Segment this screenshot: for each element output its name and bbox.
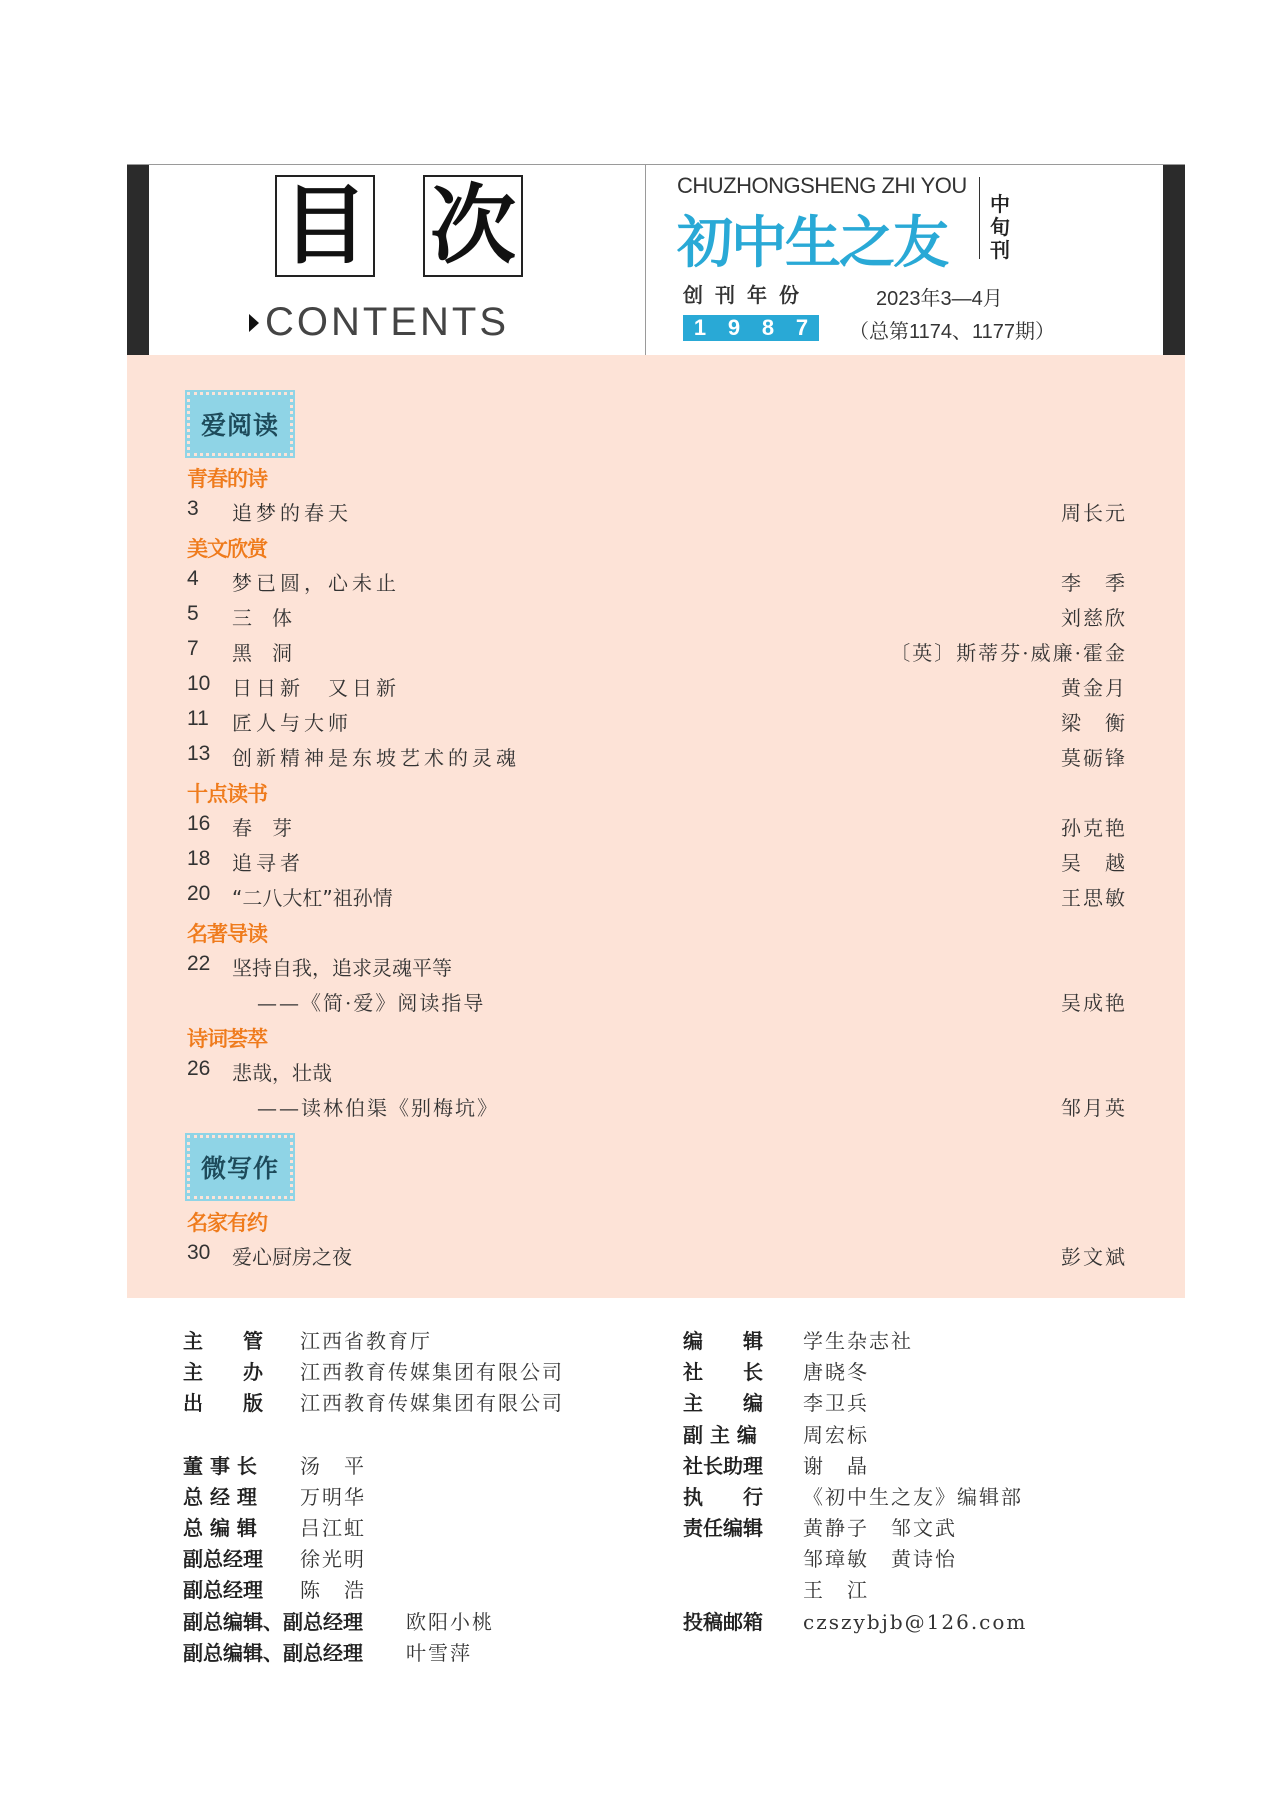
page-number: 11 [187, 707, 209, 730]
page-number: 13 [187, 742, 211, 765]
founded-label: 创刊年份 [683, 283, 811, 307]
right-black-bar [1163, 165, 1185, 356]
entry-title: 黑 洞 [232, 641, 292, 665]
toc-entry[interactable] [187, 497, 1127, 527]
masthead-label: 董 事 长 [183, 1454, 257, 1478]
toc-entry-subtitle[interactable] [187, 987, 1127, 1017]
section-masters: 名家有约 [187, 1211, 267, 1235]
toc-entry[interactable] [187, 637, 1127, 667]
year-digit: 7 [795, 315, 809, 340]
section-classics-guide: 名著导读 [187, 922, 267, 946]
issue-date: 2023年3—4月 [876, 288, 1003, 310]
masthead-value: 王 江 [803, 1578, 869, 1602]
section-ten-oclock-reading: 十点读书 [187, 782, 267, 806]
page-number: 30 [187, 1241, 211, 1264]
masthead-value: 江西教育传媒集团有限公司 [300, 1360, 564, 1384]
magazine-title: 初中生之友 [677, 211, 947, 276]
masthead-value: 唐晓冬 [803, 1360, 869, 1384]
entry-title: 梦已圆，心未止 [232, 571, 400, 595]
masthead-label: 社 长 [683, 1360, 763, 1384]
masthead-label: 主 管 [183, 1329, 263, 1353]
toc-entry[interactable] [187, 1057, 1127, 1087]
masthead-row [683, 1387, 869, 1416]
masthead-label: 责任编辑 [683, 1516, 763, 1540]
issue-number: （总第1174、1177期） [849, 321, 1056, 343]
masthead-value: 徐光明 [300, 1547, 366, 1571]
page-number: 10 [187, 672, 211, 695]
entry-author: 邹月英 [1061, 1096, 1127, 1120]
triangle-icon [249, 314, 259, 332]
masthead-row [683, 1481, 1023, 1510]
masthead-value: 叶雪萍 [406, 1641, 472, 1665]
masthead-row [183, 1574, 366, 1603]
masthead-row [683, 1606, 1027, 1635]
masthead-label: 投稿邮箱 [683, 1610, 763, 1634]
page-number: 26 [187, 1057, 211, 1080]
entry-author: 李 季 [1061, 571, 1127, 595]
masthead-label: 副 主 编 [683, 1423, 757, 1447]
masthead-row [183, 1450, 366, 1479]
masthead-value: 江西教育传媒集团有限公司 [300, 1391, 564, 1415]
masthead-value: 学生杂志社 [803, 1329, 913, 1353]
masthead-value: 万明华 [300, 1485, 366, 1509]
masthead-row [183, 1325, 432, 1354]
masthead-value: 吕江虹 [300, 1516, 366, 1540]
section-essays: 美文欣赏 [187, 537, 267, 561]
badge-reading: 爱阅读 [187, 392, 293, 456]
entry-author: 梁 衡 [1061, 711, 1127, 735]
entry-author: 〔英〕斯蒂芬·威廉·霍金 [890, 641, 1127, 665]
entry-author: 彭文斌 [1061, 1245, 1127, 1269]
entry-author: 王思敏 [1061, 886, 1127, 910]
masthead-value: 汤 平 [300, 1454, 366, 1478]
entry-title: 追梦的春天 [232, 501, 352, 525]
entry-author: 黄金月 [1061, 676, 1127, 700]
masthead-row [683, 1574, 869, 1603]
masthead-row [183, 1387, 564, 1416]
year-digit: 8 [761, 315, 775, 340]
masthead-row [183, 1481, 366, 1510]
masthead-row [683, 1543, 957, 1572]
masthead-label: 社长助理 [683, 1454, 763, 1478]
entry-author: 刘慈欣 [1061, 606, 1127, 630]
masthead-row [183, 1512, 366, 1541]
masthead-value: 《初中生之友》编辑部 [803, 1485, 1023, 1509]
entry-subtitle: ——读林伯渠《别梅坑》 [257, 1096, 499, 1120]
section-youth-poems: 青春的诗 [187, 467, 267, 491]
entry-title: 追寻者 [232, 851, 304, 875]
badge-writing: 微写作 [187, 1135, 293, 1199]
masthead-value: 黄静子 邹文武 [803, 1516, 957, 1540]
masthead-label: 执 行 [683, 1485, 763, 1509]
contents-panel [127, 355, 1185, 1298]
contents-header [127, 164, 1185, 356]
frequency-char: 刊 [990, 238, 1010, 262]
entry-title: 三 体 [232, 606, 292, 630]
masthead-value: 江西省教育厅 [300, 1329, 432, 1353]
entry-title: “二八大杠”祖孙情 [232, 886, 393, 910]
masthead-value: 周宏标 [803, 1423, 869, 1447]
masthead-label: 总 经 理 [183, 1485, 257, 1509]
masthead-label: 编 辑 [683, 1329, 763, 1353]
toc-entry-subtitle[interactable] [187, 1092, 1127, 1122]
contents-label [249, 300, 509, 345]
masthead-label: 出 版 [183, 1391, 263, 1415]
masthead-label: 主 编 [683, 1391, 763, 1415]
page-number: 18 [187, 847, 211, 870]
toc-entry[interactable] [187, 602, 1127, 632]
entry-title: 坚持自我，追求灵魂平等 [232, 956, 452, 980]
entry-title: 悲哉，壮哉 [232, 1061, 332, 1085]
masthead-label: 副总编辑、副总经理 [183, 1641, 363, 1665]
page-number: 16 [187, 812, 211, 835]
entry-author: 周长元 [1061, 501, 1127, 525]
masthead-row [683, 1325, 913, 1354]
toc-entry[interactable] [187, 742, 1127, 772]
submission-email[interactable]: czszybjb@126.com [803, 1610, 1028, 1634]
masthead-label: 副总编辑、副总经理 [183, 1610, 363, 1634]
toc-entry[interactable] [187, 567, 1127, 597]
masthead-label: 副总经理 [183, 1578, 263, 1602]
toc-entry[interactable] [187, 672, 1127, 702]
magazine-pinyin: CHUZHONGSHENG ZHI YOU [677, 173, 967, 198]
page-number: 20 [187, 882, 211, 905]
toc-entry[interactable] [187, 707, 1127, 737]
masthead-value: 邹璋敏 黄诗怡 [803, 1547, 957, 1571]
entry-author: 吴成艳 [1061, 991, 1127, 1015]
masthead-row [183, 1637, 472, 1666]
entry-subtitle: ——《简·爱》阅读指导 [257, 991, 486, 1015]
section-poetry: 诗词荟萃 [187, 1027, 267, 1051]
page-number: 4 [187, 567, 199, 590]
masthead-value: 欧阳小桃 [406, 1610, 494, 1634]
frequency-char: 中 [990, 192, 1010, 216]
masthead-value: 陈 浩 [300, 1578, 366, 1602]
page-number: 22 [187, 952, 211, 975]
masthead-row [183, 1606, 494, 1635]
frequency-char: 旬 [990, 215, 1010, 239]
frequency-divider [979, 177, 980, 259]
header-divider [645, 165, 646, 356]
entry-author: 孙克艳 [1061, 816, 1127, 840]
founded-year [683, 315, 819, 341]
masthead-row [683, 1419, 869, 1448]
entry-title: 日日新 又日新 [232, 676, 400, 700]
toc-entry[interactable] [187, 812, 1127, 842]
entry-title: 爱心厨房之夜 [232, 1245, 352, 1269]
left-black-bar [127, 165, 149, 356]
masthead-row [683, 1450, 869, 1479]
masthead-row [683, 1356, 869, 1385]
masthead-label: 主 办 [183, 1360, 263, 1384]
entry-title: 创新精神是东坡艺术的灵魂 [232, 746, 520, 770]
page-number: 7 [187, 637, 199, 660]
mulu-char-2: 次 [423, 175, 523, 277]
masthead-value: 谢 晶 [803, 1454, 869, 1478]
entry-author: 吴 越 [1061, 851, 1127, 875]
toc-entry[interactable] [187, 952, 1127, 982]
masthead-label: 副总经理 [183, 1547, 263, 1571]
mulu-heading [275, 175, 523, 277]
page-number: 3 [187, 497, 199, 520]
entry-author: 莫砺锋 [1061, 746, 1127, 770]
entry-title: 春 芽 [232, 816, 292, 840]
masthead-row [183, 1356, 564, 1385]
masthead-row [683, 1512, 957, 1541]
toc-entry[interactable] [187, 847, 1127, 877]
year-digit: 9 [727, 315, 741, 340]
masthead-row [183, 1543, 366, 1572]
masthead-value: 李卫兵 [803, 1391, 869, 1415]
contents-text: CONTENTS [265, 300, 509, 344]
year-digit: 1 [693, 315, 707, 340]
toc-entry[interactable] [187, 1241, 1127, 1271]
page-number: 5 [187, 602, 199, 625]
entry-title: 匠人与大师 [232, 711, 352, 735]
frequency-label [989, 193, 1011, 262]
toc-entry[interactable] [187, 882, 1127, 912]
masthead-label: 总 编 辑 [183, 1516, 257, 1540]
mulu-char-1: 目 [275, 175, 375, 277]
